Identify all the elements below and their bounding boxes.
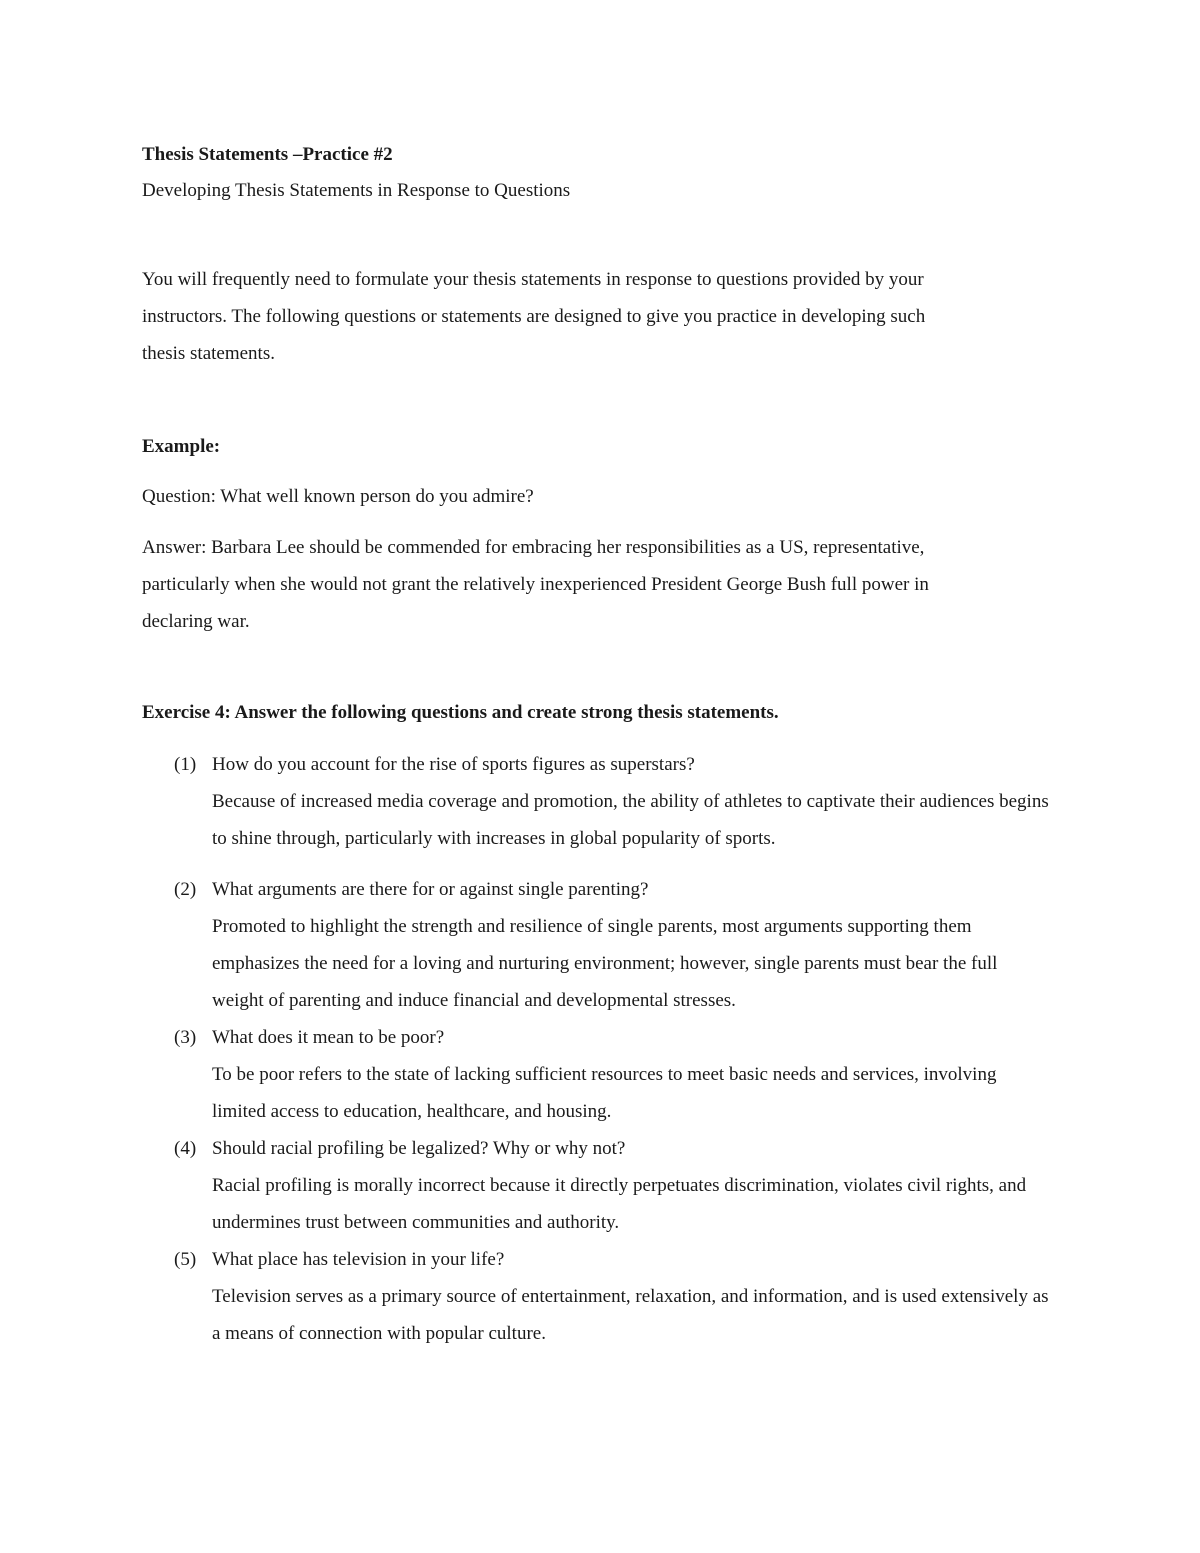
list-item — [142, 871, 1062, 1019]
intro-paragraph: You will frequently need to formulate your thesis statements in response to questions provided by your instructors. The following questions or statements are designed to give you practice in developing such thesis statements. — [142, 269, 926, 364]
item-question: Should racial profiling be legalized? Why or why not? — [212, 1138, 626, 1159]
exercise-list — [142, 746, 1062, 1352]
item-number: (1) — [174, 754, 197, 775]
example-answer: Answer: Barbara Lee should be commended for embracing her responsibilities as a US, representative, particularly when she would not grant the relatively inexperienced President George Bush full power in declaring war. — [142, 537, 929, 632]
item-number: (3) — [174, 1027, 197, 1048]
item-answer: Television serves as a primary source of entertainment, relaxation, and information, and is used extensively as a means of connection with popular culture. — [212, 1286, 1049, 1344]
item-question: What arguments are there for or against single parenting? — [212, 879, 649, 900]
document-page — [142, 140, 1062, 1352]
item-number: (2) — [174, 879, 197, 900]
list-item — [142, 1019, 1062, 1130]
list-item — [142, 1241, 1062, 1352]
example-question: Question: What well known person do you admire? — [142, 486, 534, 507]
document-title: Thesis Statements –Practice #2 — [142, 144, 393, 165]
item-answer: Because of increased media coverage and promotion, the ability of athletes to captivate their audiences begins to shine through, particularly with increases in global popularity of sports. — [212, 791, 1049, 849]
example-heading: Example: — [142, 436, 221, 457]
exercise-heading: Exercise 4: Answer the following questions and create strong thesis statements. — [142, 702, 779, 723]
item-number: (4) — [174, 1138, 197, 1159]
item-answer: To be poor refers to the state of lacking sufficient resources to meet basic needs and services, involving limited access to education, healthcare, and housing. — [212, 1064, 997, 1122]
item-answer: Promoted to highlight the strength and resilience of single parents, most arguments supporting them emphasizes the need for a loving and nurturing environment; however, single parents must bear the full weight of parenting and induce financial and developmental stresses. — [212, 916, 998, 1011]
item-question: What place has television in your life? — [212, 1249, 505, 1270]
item-answer: Racial profiling is morally incorrect because it directly perpetuates discrimination, violates civil rights, and undermines trust between communities and authority. — [212, 1175, 1027, 1233]
item-question: How do you account for the rise of sports figures as superstars? — [212, 754, 695, 775]
list-item — [142, 1130, 1062, 1241]
list-item — [142, 746, 1062, 857]
item-question: What does it mean to be poor? — [212, 1027, 445, 1048]
document-subtitle: Developing Thesis Statements in Response to Questions — [142, 180, 571, 201]
item-number: (5) — [174, 1249, 197, 1270]
